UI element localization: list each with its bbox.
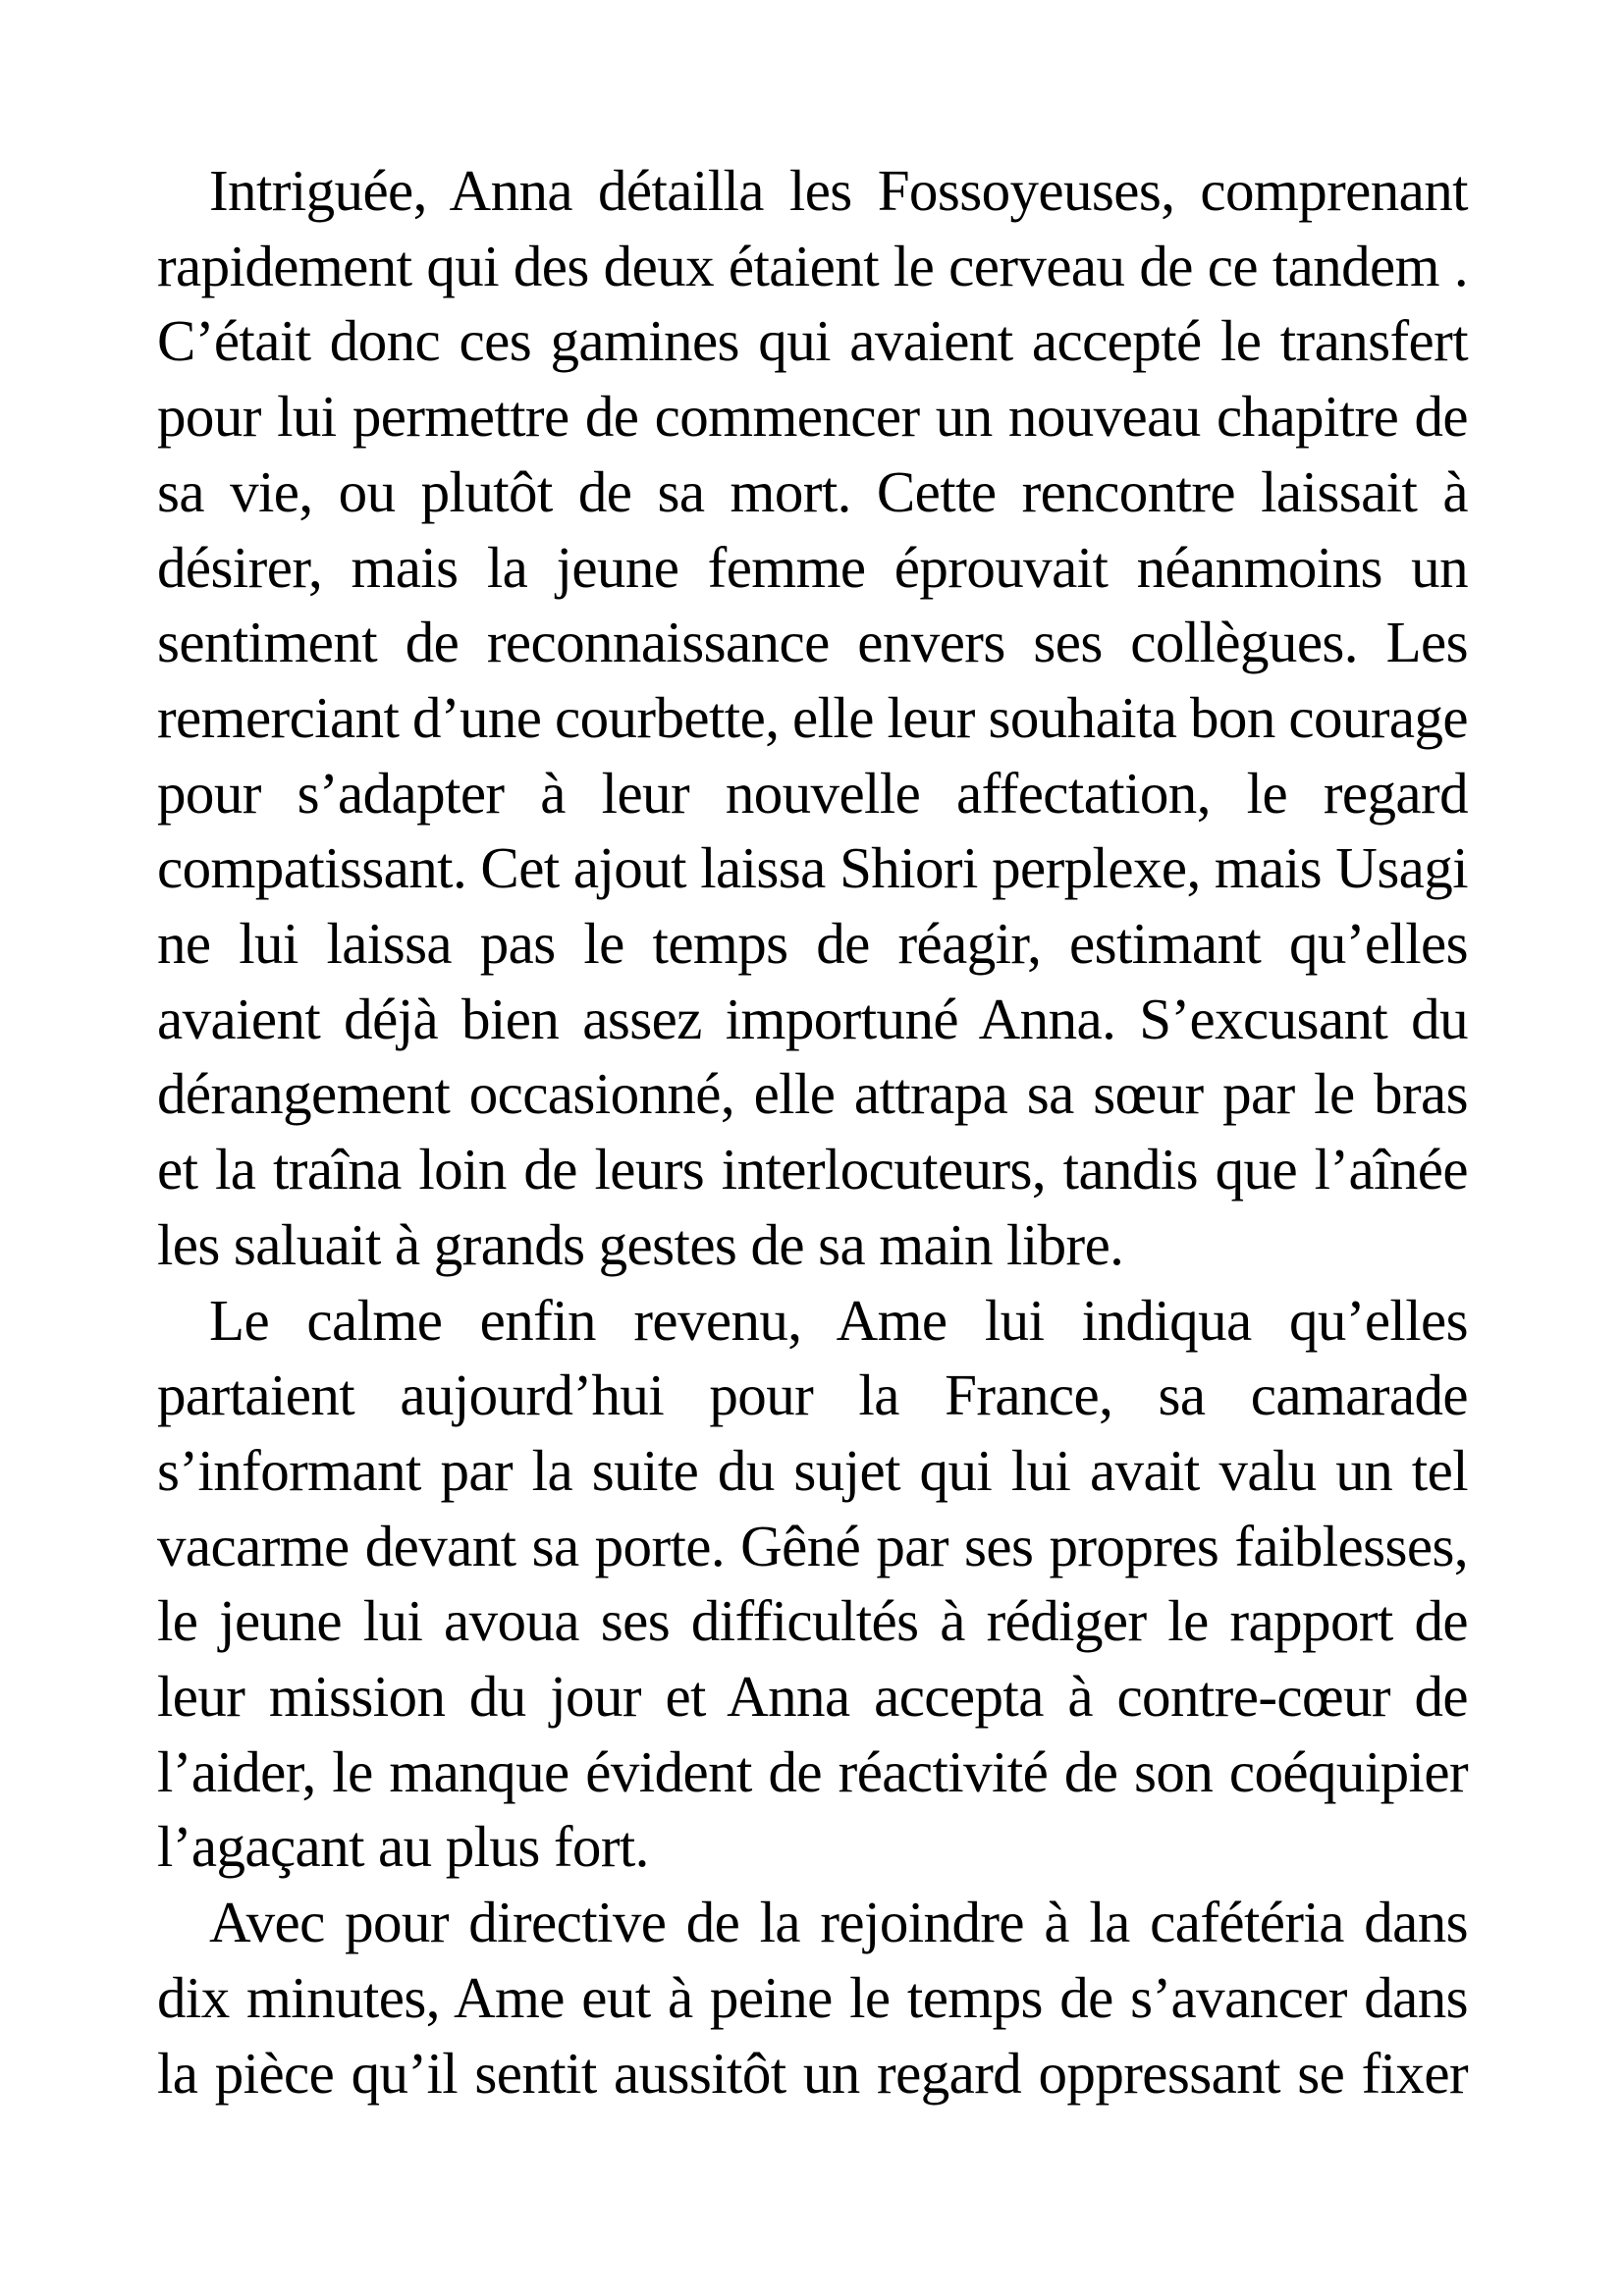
paragraph [157, 153, 1468, 1283]
text-line: le jeune lui avoua ses difficultés à rédiger le rapport de [157, 1588, 1468, 1654]
text-line: Le calme enfin revenu, Ame lui indiqua qu’elles [209, 1287, 1468, 1353]
paragraph [157, 1283, 1468, 1886]
text-line: pour s’adapter à leur nouvelle affectation, le regard [157, 760, 1468, 826]
text-line: vacarme devant sa porte. Gêné par ses propres faiblesses, [157, 1513, 1468, 1578]
text-line: avaient déjà bien assez importuné Anna. S’excusant du [157, 986, 1468, 1051]
text-line: Avec pour directive de la rejoindre à la cafétéria dans [209, 1890, 1468, 1955]
text-line: la pièce qu’il sentit aussitôt un regard oppressant se fixer [157, 2040, 1468, 2106]
text-line: leur mission du jour et Anna accepta à contre-cœur de [157, 1664, 1468, 1730]
text-line: remerciant d’une courbette, elle leur souhaita bon courage [157, 684, 1468, 750]
text-line: désirer, mais la jeune femme éprouvait néanmoins un [157, 534, 1468, 600]
text-line: ne lui laissa pas le temps de réagir, estimant qu’elles [157, 911, 1468, 977]
text-line: et la traîna loin de leurs interlocuteurs, tandis que l’aînée [157, 1137, 1468, 1202]
text-line: C’était donc ces gamines qui avaient accepté le transfert [157, 308, 1468, 374]
text-line: dix minutes, Ame eut à peine le temps de s’avancer dans [157, 1964, 1468, 2030]
text-line: l’agaçant au plus fort. [157, 1814, 649, 1880]
text-line: compatissant. Cet ajout laissa Shiori perplexe, mais Usagi [157, 835, 1468, 901]
text-line: sa vie, ou plutôt de sa mort. Cette rencontre laissait à [157, 458, 1468, 524]
paragraph [157, 1885, 1468, 2110]
text-line: sentiment de reconnaissance envers ses collègues. Les [157, 610, 1468, 675]
text-line: pour lui permettre de commencer un nouveau chapitre de [157, 384, 1468, 450]
text-line: dérangement occasionné, elle attrapa sa sœur par le bras [157, 1061, 1468, 1127]
text-line: les saluait à grands gestes de sa main libre. [157, 1211, 1124, 1277]
text-line: rapidement qui des deux étaient le cerveau de ce tandem . [157, 233, 1468, 298]
text-line: Intriguée, Anna détailla les Fossoyeuses, comprenant [209, 158, 1468, 223]
text-block [157, 153, 1468, 2110]
text-line: partaient aujourd’hui pour la France, sa camarade [157, 1362, 1468, 1428]
text-line: s’informant par la suite du sujet qui lui avait valu un tel [157, 1437, 1468, 1503]
text-line: l’aider, le manque évident de réactivité de son coéquipier [157, 1738, 1468, 1804]
